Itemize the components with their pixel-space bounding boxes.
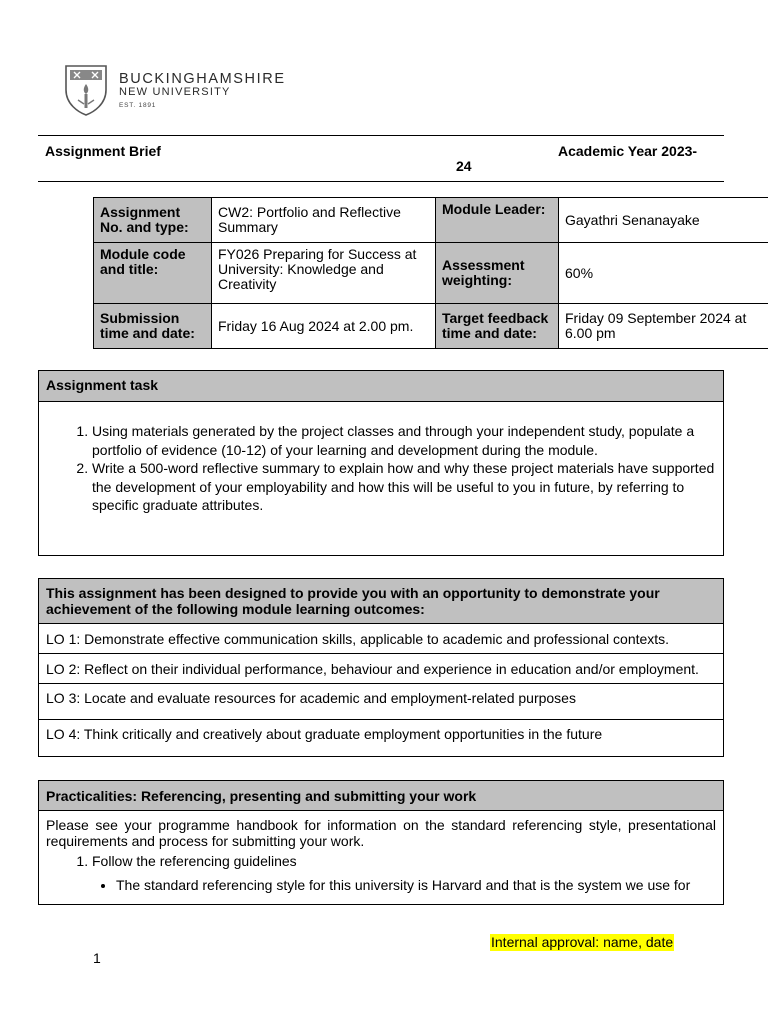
practicalities-heading: Practicalities: Referencing, presenting and submitting your work (39, 781, 723, 811)
practicalities-bullet: • The standard referencing style for this university is Harvard and that is the system we use for (116, 877, 723, 893)
assignment-info-table (93, 197, 768, 349)
university-logo (64, 64, 284, 120)
feedback-value: Friday 09 September 2024 at 6.00 pm (559, 304, 768, 349)
assignment-task-box (38, 370, 724, 556)
practicalities-list (39, 852, 723, 871)
module-label: Module code and title: (94, 243, 212, 304)
weighting-label: Assessment weighting: (436, 243, 559, 304)
practicalities-intro: Please see your programme handbook for information on the standard referencing style, presentational requirements and process for submitting your work. (46, 817, 716, 849)
module-value: FY026 Preparing for Success at University: Knowledge and Creativity (212, 243, 436, 304)
learning-outcome-row: LO 3: Locate and evaluate resources for academic and employment-related purposes (39, 684, 723, 720)
learning-outcome-row: LO 2: Reflect on their individual performance, behaviour and experience in education and/or employment. (39, 654, 723, 684)
leader-label: Module Leader: (436, 198, 559, 243)
assignment-label: Assignment No. and type: (94, 198, 212, 243)
practicalities-item: 1. Follow the referencing guidelines (92, 852, 723, 871)
internal-approval-note: Internal approval: name, date (491, 934, 674, 950)
feedback-label: Target feedback time and date: (436, 304, 559, 349)
submission-label: Submission time and date: (94, 304, 212, 349)
assignment-value: CW2: Portfolio and Reflective Summary (212, 198, 436, 243)
header-top-rule (38, 135, 724, 136)
crest-icon (64, 64, 108, 116)
submission-value: Friday 16 Aug 2024 at 2.00 pm. (212, 304, 436, 349)
logo-established: EST. 1891 (119, 102, 157, 109)
document-title: Assignment Brief (45, 143, 161, 159)
logo-name-line2: NEW UNIVERSITY (119, 86, 231, 98)
practicalities-box (38, 780, 724, 905)
task-list (39, 422, 723, 515)
learning-outcome-row: LO 1: Demonstrate effective communication skills, applicable to academic and professional contexts. (39, 624, 723, 654)
academic-year: Academic Year 2023- (558, 143, 698, 159)
assignment-task-heading: Assignment task (39, 371, 723, 402)
weighting-value: 60% (559, 243, 768, 304)
practicalities-bullets (39, 877, 723, 893)
logo-name-line1: BUCKINGHAMSHIRE (119, 71, 286, 87)
learning-outcomes-box (38, 578, 724, 757)
task-item: 1. Using materials generated by the project classes and through your independent study, populate a portfolio of evidence (10-12) of your learning and development during the module. (92, 422, 723, 459)
header-bottom-rule (38, 181, 724, 182)
page-number: 1 (93, 950, 101, 966)
leader-value: Gayathri Senanayake (559, 198, 768, 243)
task-item: 2. Write a 500-word reflective summary to explain how and why these project materials have supported the development of your employability and how this will be useful to you in future, by referring to specific graduate attributes. (92, 459, 723, 515)
learning-outcome-row: LO 4: Think critically and creatively about graduate employment opportunities in the future (46, 726, 603, 742)
learning-outcomes-heading: This assignment has been designed to provide you with an opportunity to demonstrate your achievement of the following module learning outcomes: (39, 579, 723, 624)
academic-year-wrap: 24 (456, 158, 472, 174)
